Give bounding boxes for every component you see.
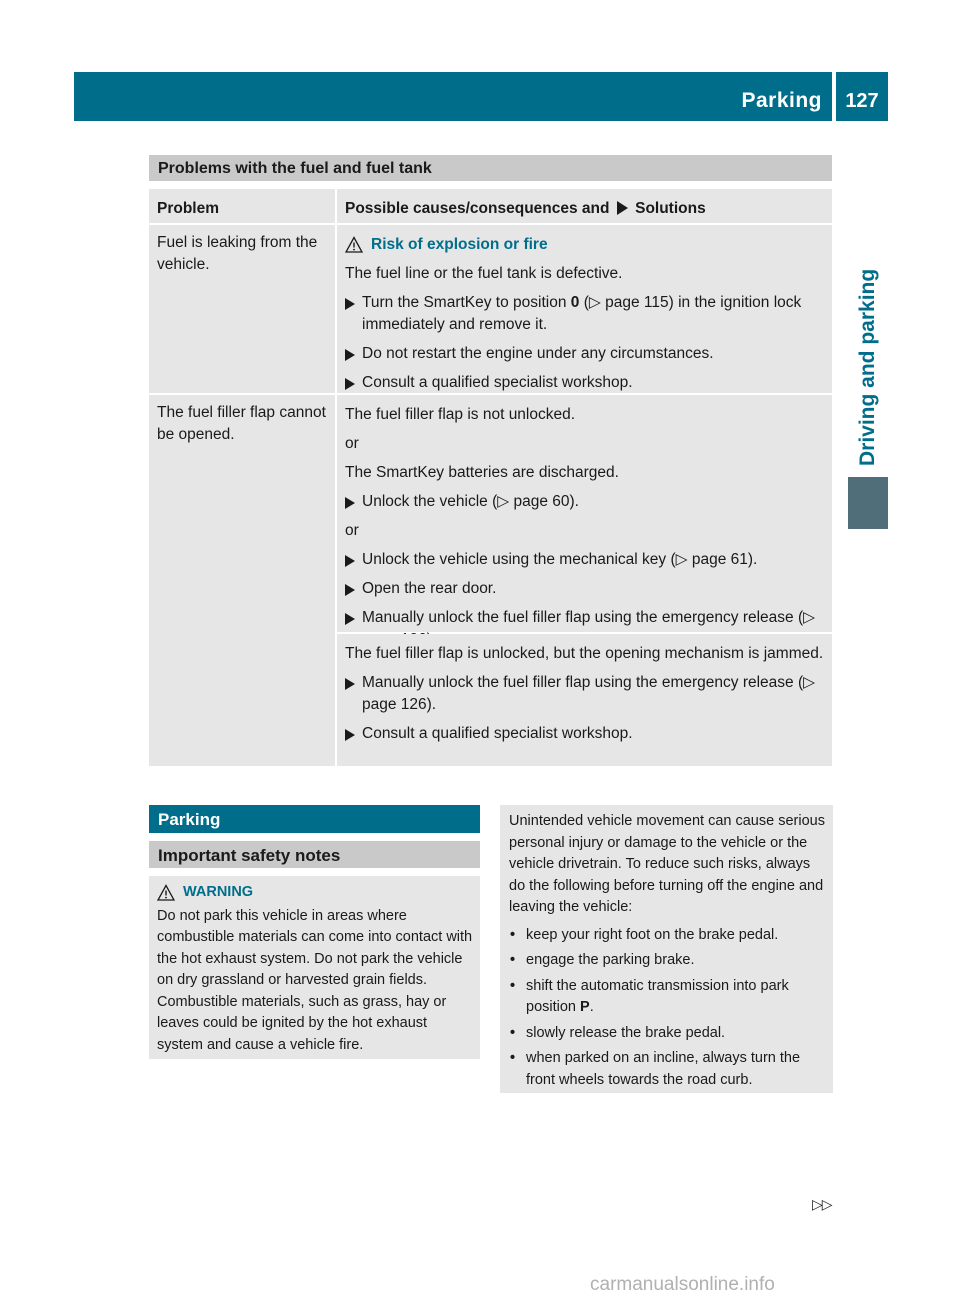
step-item [345,549,826,571]
col-header-solutions-label: Possible causes/consequences and Solutions [345,200,706,217]
list-item [509,950,829,972]
list-item [509,925,829,947]
step-arrow-icon [345,613,355,625]
step-text: Consult a qualified specialist workshop. [362,374,633,391]
step-text: Unlock the vehicle (▷ page 60). [362,493,579,510]
step-arrow-icon [345,678,355,690]
bullet-icon: • [510,977,516,994]
step-item [345,578,826,600]
list-item [509,1048,829,1091]
list-item-text: engage the parking brake. [526,952,695,968]
list-item [509,976,829,1019]
step-text: Consult a qualified specialist workshop. [362,725,633,742]
warning-text: Do not park this vehicle in areas where combustible materials can come into contact with the hot exhaust system. Do not park the vehicle on dry grassland or harvested grain fields. Combustible materials, such as grass, hay or leaves could be ignited by the hot exhaust system and cause a vehicle fire. [157,907,473,1053]
problem-text: Fuel is leaking from the vehicle. [157,234,318,273]
parking-procedure-box [500,805,833,1093]
table-row-1-solutions [337,225,832,393]
step-arrow-icon [345,584,355,596]
step-arrow-icon [345,729,355,741]
side-tab-block [848,477,888,529]
step-arrow-icon [345,378,355,390]
list-item-text: when parked on an incline, always turn the front wheels towards the road curb. [526,1050,801,1088]
warning-heading [345,234,826,256]
step-text: Manually unlock the fuel filler flap using the emergency release (▷ page 126). [362,674,816,713]
continued-icon: ▷▷ [812,1196,832,1212]
bullet-icon: • [510,952,516,968]
bullet-icon: • [510,1024,516,1041]
cause-text: The fuel filler flap is not unlocked. [345,406,576,423]
table-row-2-problem [149,395,335,766]
step-text: Open the rear door. [362,580,497,597]
step-arrow-icon [345,349,355,361]
bullet-icon: • [510,926,516,943]
step-item [345,372,826,394]
step-text: Do not restart the engine under any circumstances. [362,345,714,362]
watermark: carmanualsonline.info [590,1274,775,1295]
section-heading-parking: Parking [149,805,480,833]
list-item-text: shift the automatic transmission into park position P. [526,977,789,1015]
cause-text: The SmartKey batteries are discharged. [345,464,619,481]
warning-triangle-icon [157,884,175,902]
procedure-intro: Unintended vehicle movement can cause serious personal injury or damage to the vehicle or the vehicle drivetrain. To reduce such risks, always do the following before turning off the engine and leaving the vehicle: [509,813,825,915]
step-text: Turn the SmartKey to position 0 (▷ page 115) in the ignition lock immediately and remove it. [362,294,802,333]
subsection-heading-safety: Important safety notes [149,841,480,868]
table-row-2-solutions-a [337,395,832,632]
step-item [345,343,826,365]
or-text: or [345,435,359,452]
step-item [345,672,826,716]
warning-heading [157,882,474,904]
header-section-title: Parking [741,89,822,112]
table-title: Problems with the fuel and fuel tank [149,155,832,181]
list-item [509,1023,829,1045]
list-item-text: slowly release the brake pedal. [526,1024,726,1041]
warning-label: Risk of explosion or fire [371,236,548,253]
col-header-solutions [337,189,832,223]
table-row-1-problem [149,225,335,393]
cause-text: The fuel filler flap is unlocked, but the opening mechanism is jammed. [345,645,824,662]
bullet-icon: • [510,1050,516,1066]
step-arrow-icon [345,555,355,567]
step-item [345,292,826,336]
warning-triangle-icon [345,236,363,254]
side-tab-label: Driving and parking [856,268,879,466]
list-item-text: keep your right foot on the brake pedal. [526,926,779,943]
or-text: or [345,522,359,539]
problem-text: The fuel filler flap cannot be opened. [157,404,326,443]
table-row-2-solutions-b [337,634,832,766]
warning-box [149,876,480,1059]
step-item [345,491,826,513]
warning-label: WARNING [183,884,254,900]
step-arrow-icon [345,497,355,509]
step-arrow-icon [345,298,355,310]
cause-text: The fuel line or the fuel tank is defective. [345,265,623,282]
step-item [345,723,826,745]
step-text: Manually unlock the fuel filler flap using the emergency release (▷ [362,609,816,626]
step-text: Unlock the vehicle using the mechanical key (▷ page 61). [362,551,758,568]
page-number: 127 [845,90,879,112]
side-tab [848,144,888,466]
col-header-problem: Problem [149,189,335,223]
